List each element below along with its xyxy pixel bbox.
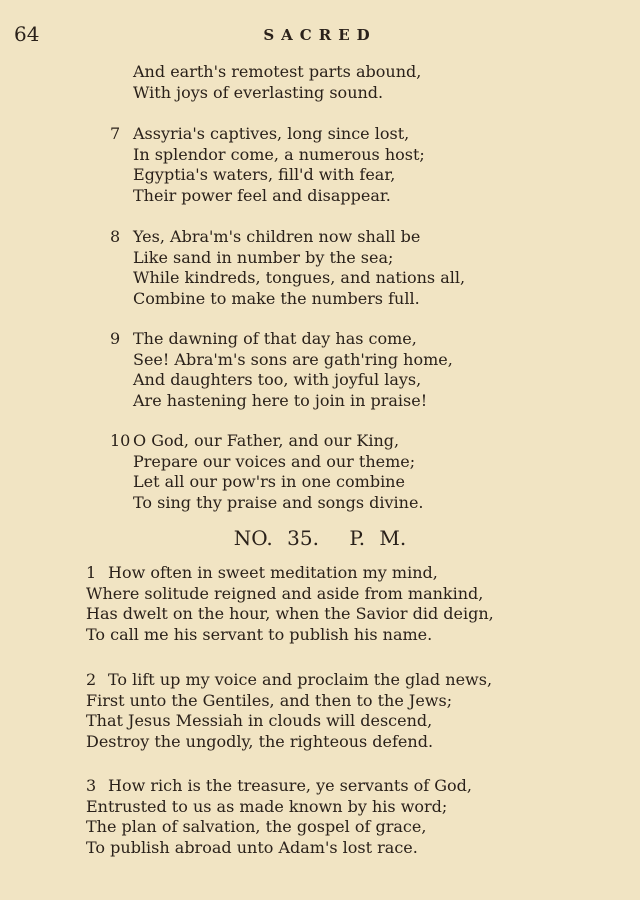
stanza-number: 8: [110, 227, 121, 246]
stanza-number: 7: [110, 124, 121, 143]
stanza-number: 3: [86, 776, 97, 795]
stanza-number: 9: [110, 329, 121, 348]
verse-line: Has dwelt on the hour, when the Savior did deign,: [86, 604, 494, 624]
verse-line: And daughters too, with joyful lays,: [133, 370, 422, 390]
stanza-continued: [133, 62, 421, 103]
verse-line: 7 Assyria's captives, long since lost,: [110, 124, 410, 143]
verse-line: First unto the Gentiles, and then to the Jews;: [86, 690, 453, 710]
hymn-title: [0, 526, 640, 550]
verse-line: Entrusted to us as made known by his word;: [86, 796, 448, 816]
verse-line: To publish abroad unto Adam's lost race.: [86, 837, 418, 857]
verse-line: Like sand in number by the sea;: [133, 247, 394, 267]
stanza-10: [110, 431, 424, 513]
stanza-9: [110, 329, 453, 411]
verse-line: Egyptia's waters, fill'd with fear,: [133, 165, 396, 185]
verse-line: Are hastening here to join in praise!: [133, 390, 428, 410]
stanza-number: 2: [86, 670, 97, 689]
hymn-meter: P. M.: [349, 526, 407, 550]
verse-line: While kindreds, tongues, and nations all,: [133, 268, 466, 288]
verse-line: Where solitude reigned and aside from mankind,: [86, 583, 484, 603]
verse-line: Destroy the ungodly, the righteous defend.: [86, 731, 434, 751]
verse-line: Let all our pow'rs in one combine: [133, 472, 405, 492]
running-head: SACRED: [263, 26, 377, 44]
verse-line: 9 The dawning of that day has come,: [110, 329, 417, 348]
page-number: 64: [14, 22, 40, 46]
verse-line: In splendor come, a numerous host;: [133, 144, 425, 164]
verse-line: Combine to make the numbers full.: [133, 288, 420, 308]
verse-line: 1 How often in sweet meditation my mind,: [86, 563, 438, 582]
verse-line: See! Abra'm's sons are gath'ring home,: [133, 349, 453, 369]
stanza-1: [86, 563, 494, 645]
verse-line: With joys of everlasting sound.: [133, 82, 384, 102]
verse-line: To call me his servant to publish his name.: [86, 624, 433, 644]
verse-line: Prepare our voices and our theme;: [133, 451, 416, 471]
verse-line: 10 O God, our Father, and our King,: [110, 431, 400, 450]
stanza-number: 1: [86, 563, 97, 582]
hymn-number: NO. 35.: [233, 526, 319, 550]
verse-line: Their power feel and disappear.: [133, 185, 391, 205]
stanza-2: [86, 670, 492, 752]
verse-line: The plan of salvation, the gospel of grace,: [86, 817, 427, 837]
stanza-number: 10: [110, 431, 131, 450]
verse-line: 2 To lift up my voice and proclaim the glad news,: [86, 670, 493, 689]
verse-line: And earth's remotest parts abound,: [133, 62, 422, 81]
stanza-7: [110, 124, 425, 206]
verse-line: 3 How rich is the treasure, ye servants of God,: [86, 776, 472, 795]
verse-line: To sing thy praise and songs divine.: [133, 492, 424, 512]
stanza-3: [86, 776, 472, 858]
stanza-8: [110, 227, 466, 309]
verse-line: That Jesus Messiah in clouds will descend,: [86, 711, 433, 731]
verse-line: 8 Yes, Abra'm's children now shall be: [110, 227, 421, 246]
